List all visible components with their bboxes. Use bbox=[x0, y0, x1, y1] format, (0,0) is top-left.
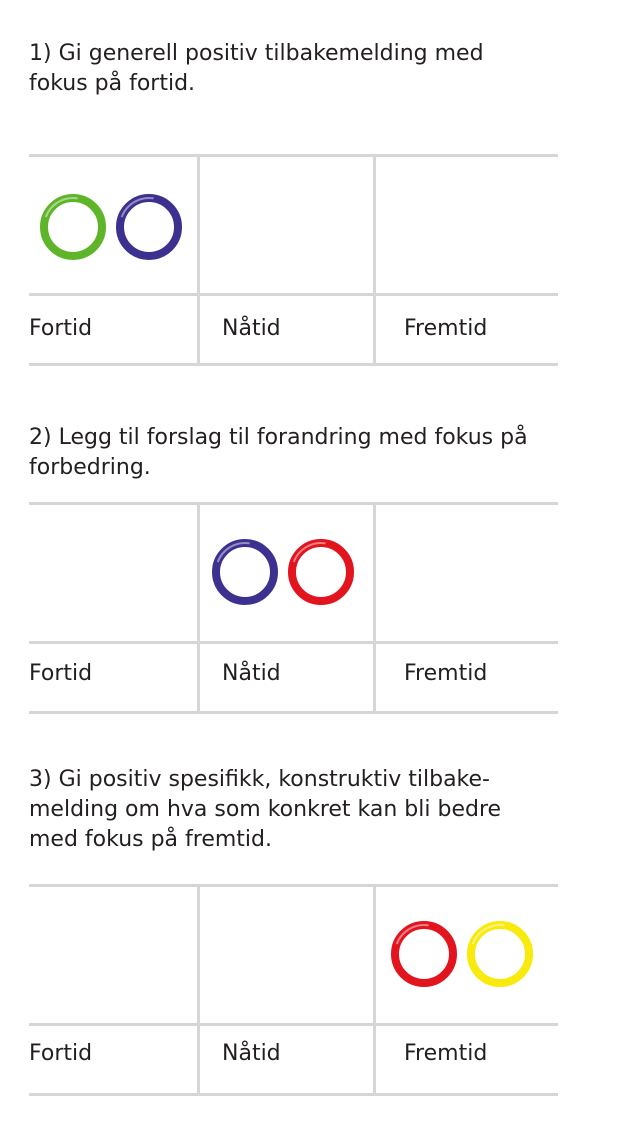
divider bbox=[29, 1093, 558, 1096]
column-label-present: Nåtid bbox=[222, 1041, 281, 1066]
divider bbox=[373, 887, 376, 1093]
divider bbox=[29, 884, 558, 887]
ring-pair bbox=[389, 919, 535, 989]
step-1-instruction: 1) Gi generell positiv tilbakemelding med fokus på fortid. bbox=[29, 41, 484, 96]
yellow-ring-icon bbox=[465, 919, 535, 989]
divider bbox=[29, 154, 558, 157]
divider bbox=[29, 293, 558, 296]
divider bbox=[29, 502, 558, 505]
divider bbox=[29, 641, 558, 644]
divider bbox=[29, 711, 558, 714]
blue-ring-icon bbox=[210, 537, 280, 607]
divider bbox=[197, 157, 200, 363]
column-label-future: Fremtid bbox=[404, 1041, 488, 1066]
step-1-timeline-table bbox=[29, 154, 558, 366]
divider bbox=[373, 505, 376, 711]
divider bbox=[197, 505, 200, 711]
red-ring-icon bbox=[286, 537, 356, 607]
ring-pair bbox=[210, 537, 356, 607]
column-label-future: Fremtid bbox=[404, 316, 488, 341]
divider bbox=[29, 1023, 558, 1026]
divider bbox=[373, 157, 376, 363]
ring-pair bbox=[38, 192, 184, 262]
column-label-past: Fortid bbox=[29, 661, 93, 686]
column-label-past: Fortid bbox=[29, 1041, 93, 1066]
column-label-future: Fremtid bbox=[404, 661, 488, 686]
divider bbox=[29, 363, 558, 366]
column-label-past: Fortid bbox=[29, 316, 93, 341]
step-2-timeline-table bbox=[29, 502, 558, 714]
divider bbox=[197, 887, 200, 1093]
step-2-instruction: 2) Legg til forslag til forandring med fokus på forbedring. bbox=[29, 425, 528, 480]
step-3-timeline-table bbox=[29, 884, 558, 1096]
column-label-present: Nåtid bbox=[222, 661, 281, 686]
step-3-instruction: 3) Gi positiv spesifikk, konstruktiv tilbake-melding om hva som konkret kan bli bedre med fokus på fremtid. bbox=[29, 767, 502, 852]
column-label-present: Nåtid bbox=[222, 316, 281, 341]
red-ring-icon bbox=[389, 919, 459, 989]
blue-ring-icon bbox=[114, 192, 184, 262]
green-ring-icon bbox=[38, 192, 108, 262]
